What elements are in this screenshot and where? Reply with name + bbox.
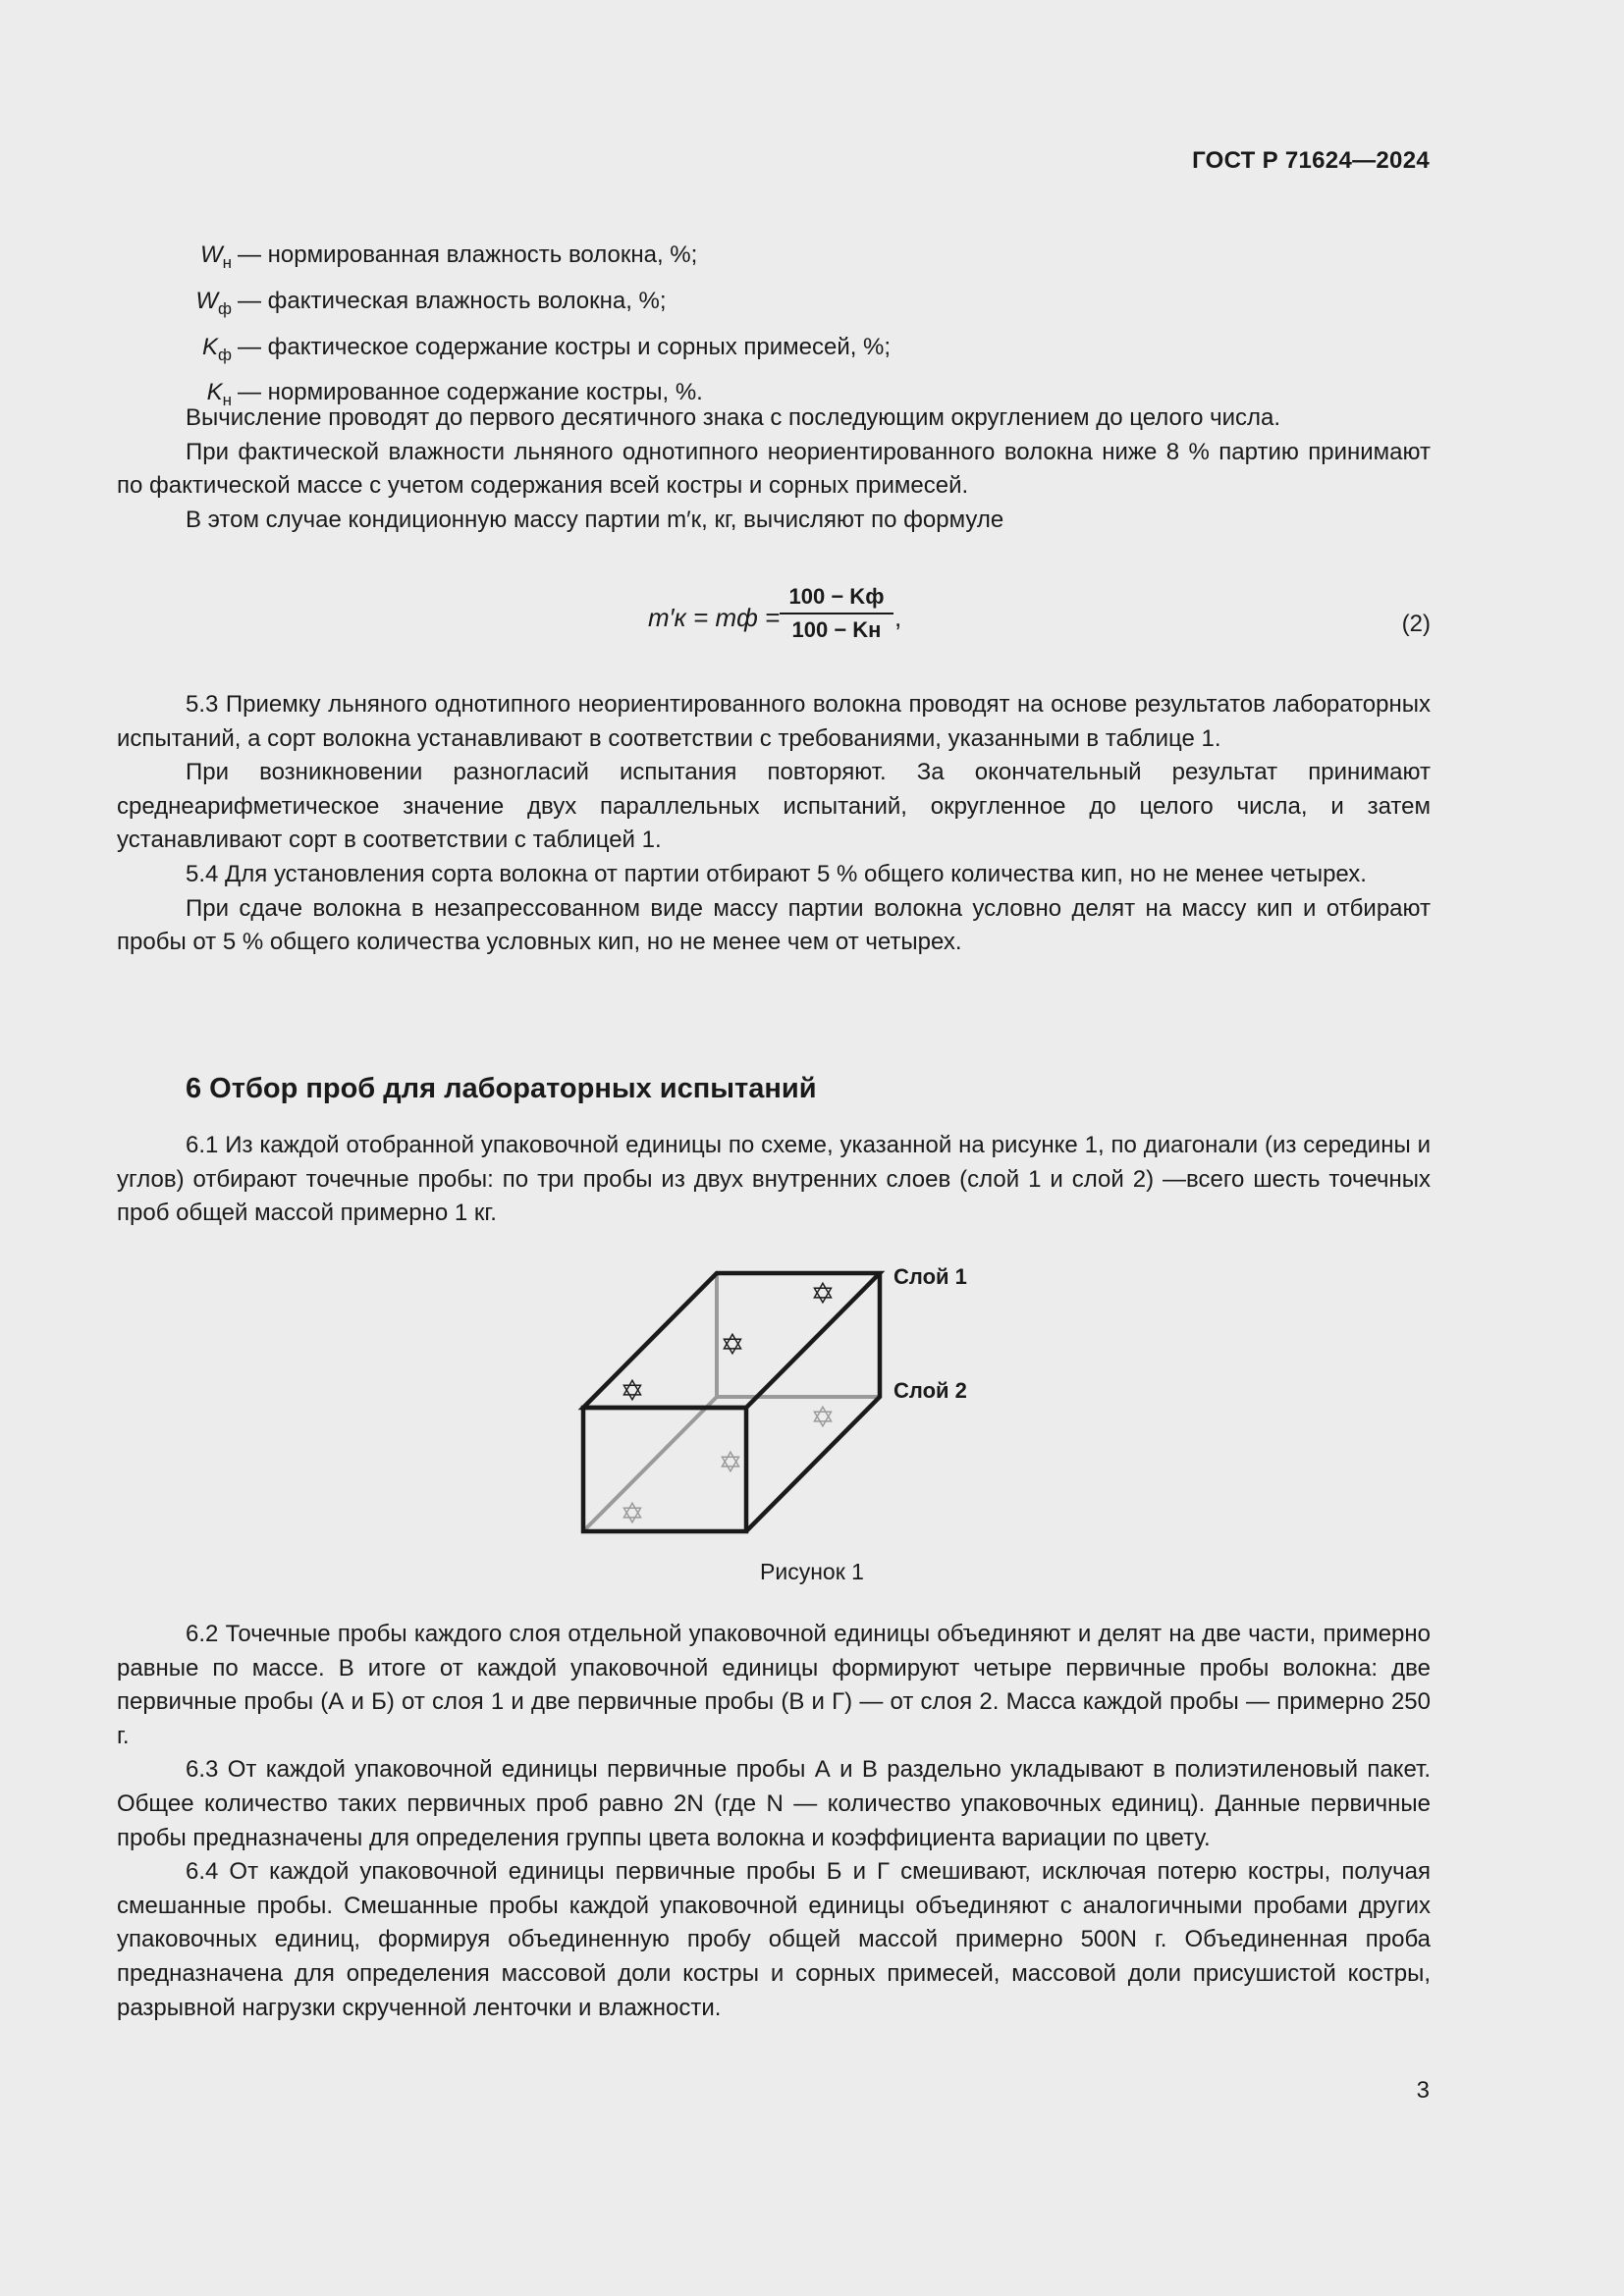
layer2-label: Слой 2 — [893, 1378, 967, 1403]
star-of-david-icon: ✡ — [620, 1497, 645, 1531]
definition-item — [167, 236, 891, 282]
star-of-david-icon: ✡ — [720, 1328, 745, 1362]
formula-fraction — [780, 584, 893, 643]
section-heading: 6 Отбор проб для лабораторных испытаний — [186, 1073, 817, 1104]
paragraph: 5.4 Для установления сорта волокна от партии отбирают 5 % общего количества кип, но не менее четырех. — [186, 860, 1367, 887]
definitions-list — [167, 236, 891, 419]
hidden-edge — [583, 1397, 717, 1531]
text-block-mid — [117, 688, 1431, 960]
paragraph: 6.4 От каждой упаковочной единицы первичные пробы Б и Г смешивают, исключая потерю костры, получая смешанные пробы. Смешанные пробы каждой упаковочной единицы объединяют с аналогичными пробами других упаковочных единиц, формируя объединенную пробу общей массой примерно 500N г. Объединенная проба предназначена для определения массовой доли костры и сорных примесей, массовой доли присушистой костры, разрывной нагрузки скрученной ленточки и влажности. — [117, 1858, 1431, 2021]
definition-item — [167, 328, 891, 374]
formula-number: (2) — [1401, 611, 1431, 637]
definition-symbol: $K_ф$ — [201, 333, 232, 364]
paragraph: 6.2 Точечные пробы каждого слоя отдельной упаковочной единицы объединяют и делят на две части, примерно равные по массе. В итоге от каждой упаковочной единицы формируют четыре первичные пробы волокна: две первичные пробы (А и Б) от слоя 1 и две первичные пробы (В и Г) — от слоя 2. Масса каждой пробы — примерно 250 г. — [117, 1621, 1431, 1749]
definition-text: — нормированная влажность волокна, %; — [238, 241, 698, 268]
figure-box-diagram — [569, 1256, 1001, 1551]
definition-text: — нормированное содержание костры, %. — [238, 379, 703, 406]
star-of-david-icon: ✡ — [810, 1401, 836, 1435]
definition-symbol: $K_н$ — [206, 379, 232, 410]
paragraph: Вычисление проводят до первого десятичного знака с последующим округлением до целого числа. — [186, 404, 1281, 431]
formula-denominator: 100 − Kн — [791, 617, 882, 642]
text-block-6-1 — [117, 1129, 1431, 1231]
formula-2 — [648, 581, 943, 660]
layer1-label: Слой 1 — [893, 1264, 967, 1289]
star-of-david-icon: ✡ — [620, 1374, 645, 1409]
definition-text: — фактическая влажность волокна, %; — [238, 287, 667, 314]
star-of-david-icon: ✡ — [718, 1446, 743, 1480]
paragraph: 5.3 Приемку льняного однотипного неориентированного волокна проводят на основе результатов лабораторных испытаний, а сорт волокна устанавливают в соответствии с требованиями, указанными в таблице 1. — [117, 691, 1431, 752]
paragraph: При фактической влажности льняного однотипного неориентированного волокна ниже 8 % партию принимают по фактической массе с учетом содержания всей костры и сорных примесей. — [117, 438, 1431, 500]
formula-lhs: m′к = mф = — [648, 603, 781, 632]
paragraph: При возникновении разногласий испытания повторяют. За окончательный результат принимают среднеарифметическое значение двух параллельных испытаний, округленное до целого числа, и затем устанавливают сорт в соответствии с таблицей 1. — [117, 759, 1431, 854]
text-block-bottom — [117, 1618, 1431, 2025]
definition-symbol: $W_н$ — [199, 241, 232, 272]
definition-symbol: $W_ф$ — [195, 287, 232, 318]
star-of-david-icon: ✡ — [810, 1277, 836, 1311]
paragraph: В этом случае кондиционную массу партии m′к, кг, вычисляют по формуле — [186, 506, 1004, 533]
definition-text: — фактическое содержание костры и сорных примесей, %; — [238, 333, 892, 360]
text-block-top — [117, 401, 1431, 537]
document-header: ГОСТ Р 71624—2024 — [1192, 147, 1430, 174]
paragraph: 6.3 От каждой упаковочной единицы первичные пробы А и В раздельно укладывают в полиэтиленовый пакет. Общее количество таких первичных проб равно 2N (где N — количество упаковочных единиц). Данные первичные пробы предназначены для определения группы цвета волокна и коэффициента вариации по цвету. — [117, 1756, 1431, 1851]
paragraph: При сдаче волокна в незапрессованном виде массу партии волокна условно делят на массу кип и отбирают пробы от 5 % общего количества условных кип, но не менее чем от четырех. — [117, 894, 1431, 956]
definition-item — [167, 282, 891, 328]
page-number: 3 — [1416, 2077, 1430, 2104]
figure-caption: Рисунок 1 — [760, 1559, 864, 1584]
formula-numerator: 100 − Kф — [780, 584, 893, 614]
formula-comma: , — [894, 603, 902, 632]
paragraph: 6.1 Из каждой отобранной упаковочной единицы по схеме, указанной на рисунке 1, по диагонали (из середины и углов) отбирают точечные пробы: по три пробы из двух внутренних слоев (слой 1 и слой 2) —всего шесть точечных проб общей массой примерно 1 кг. — [117, 1132, 1431, 1227]
